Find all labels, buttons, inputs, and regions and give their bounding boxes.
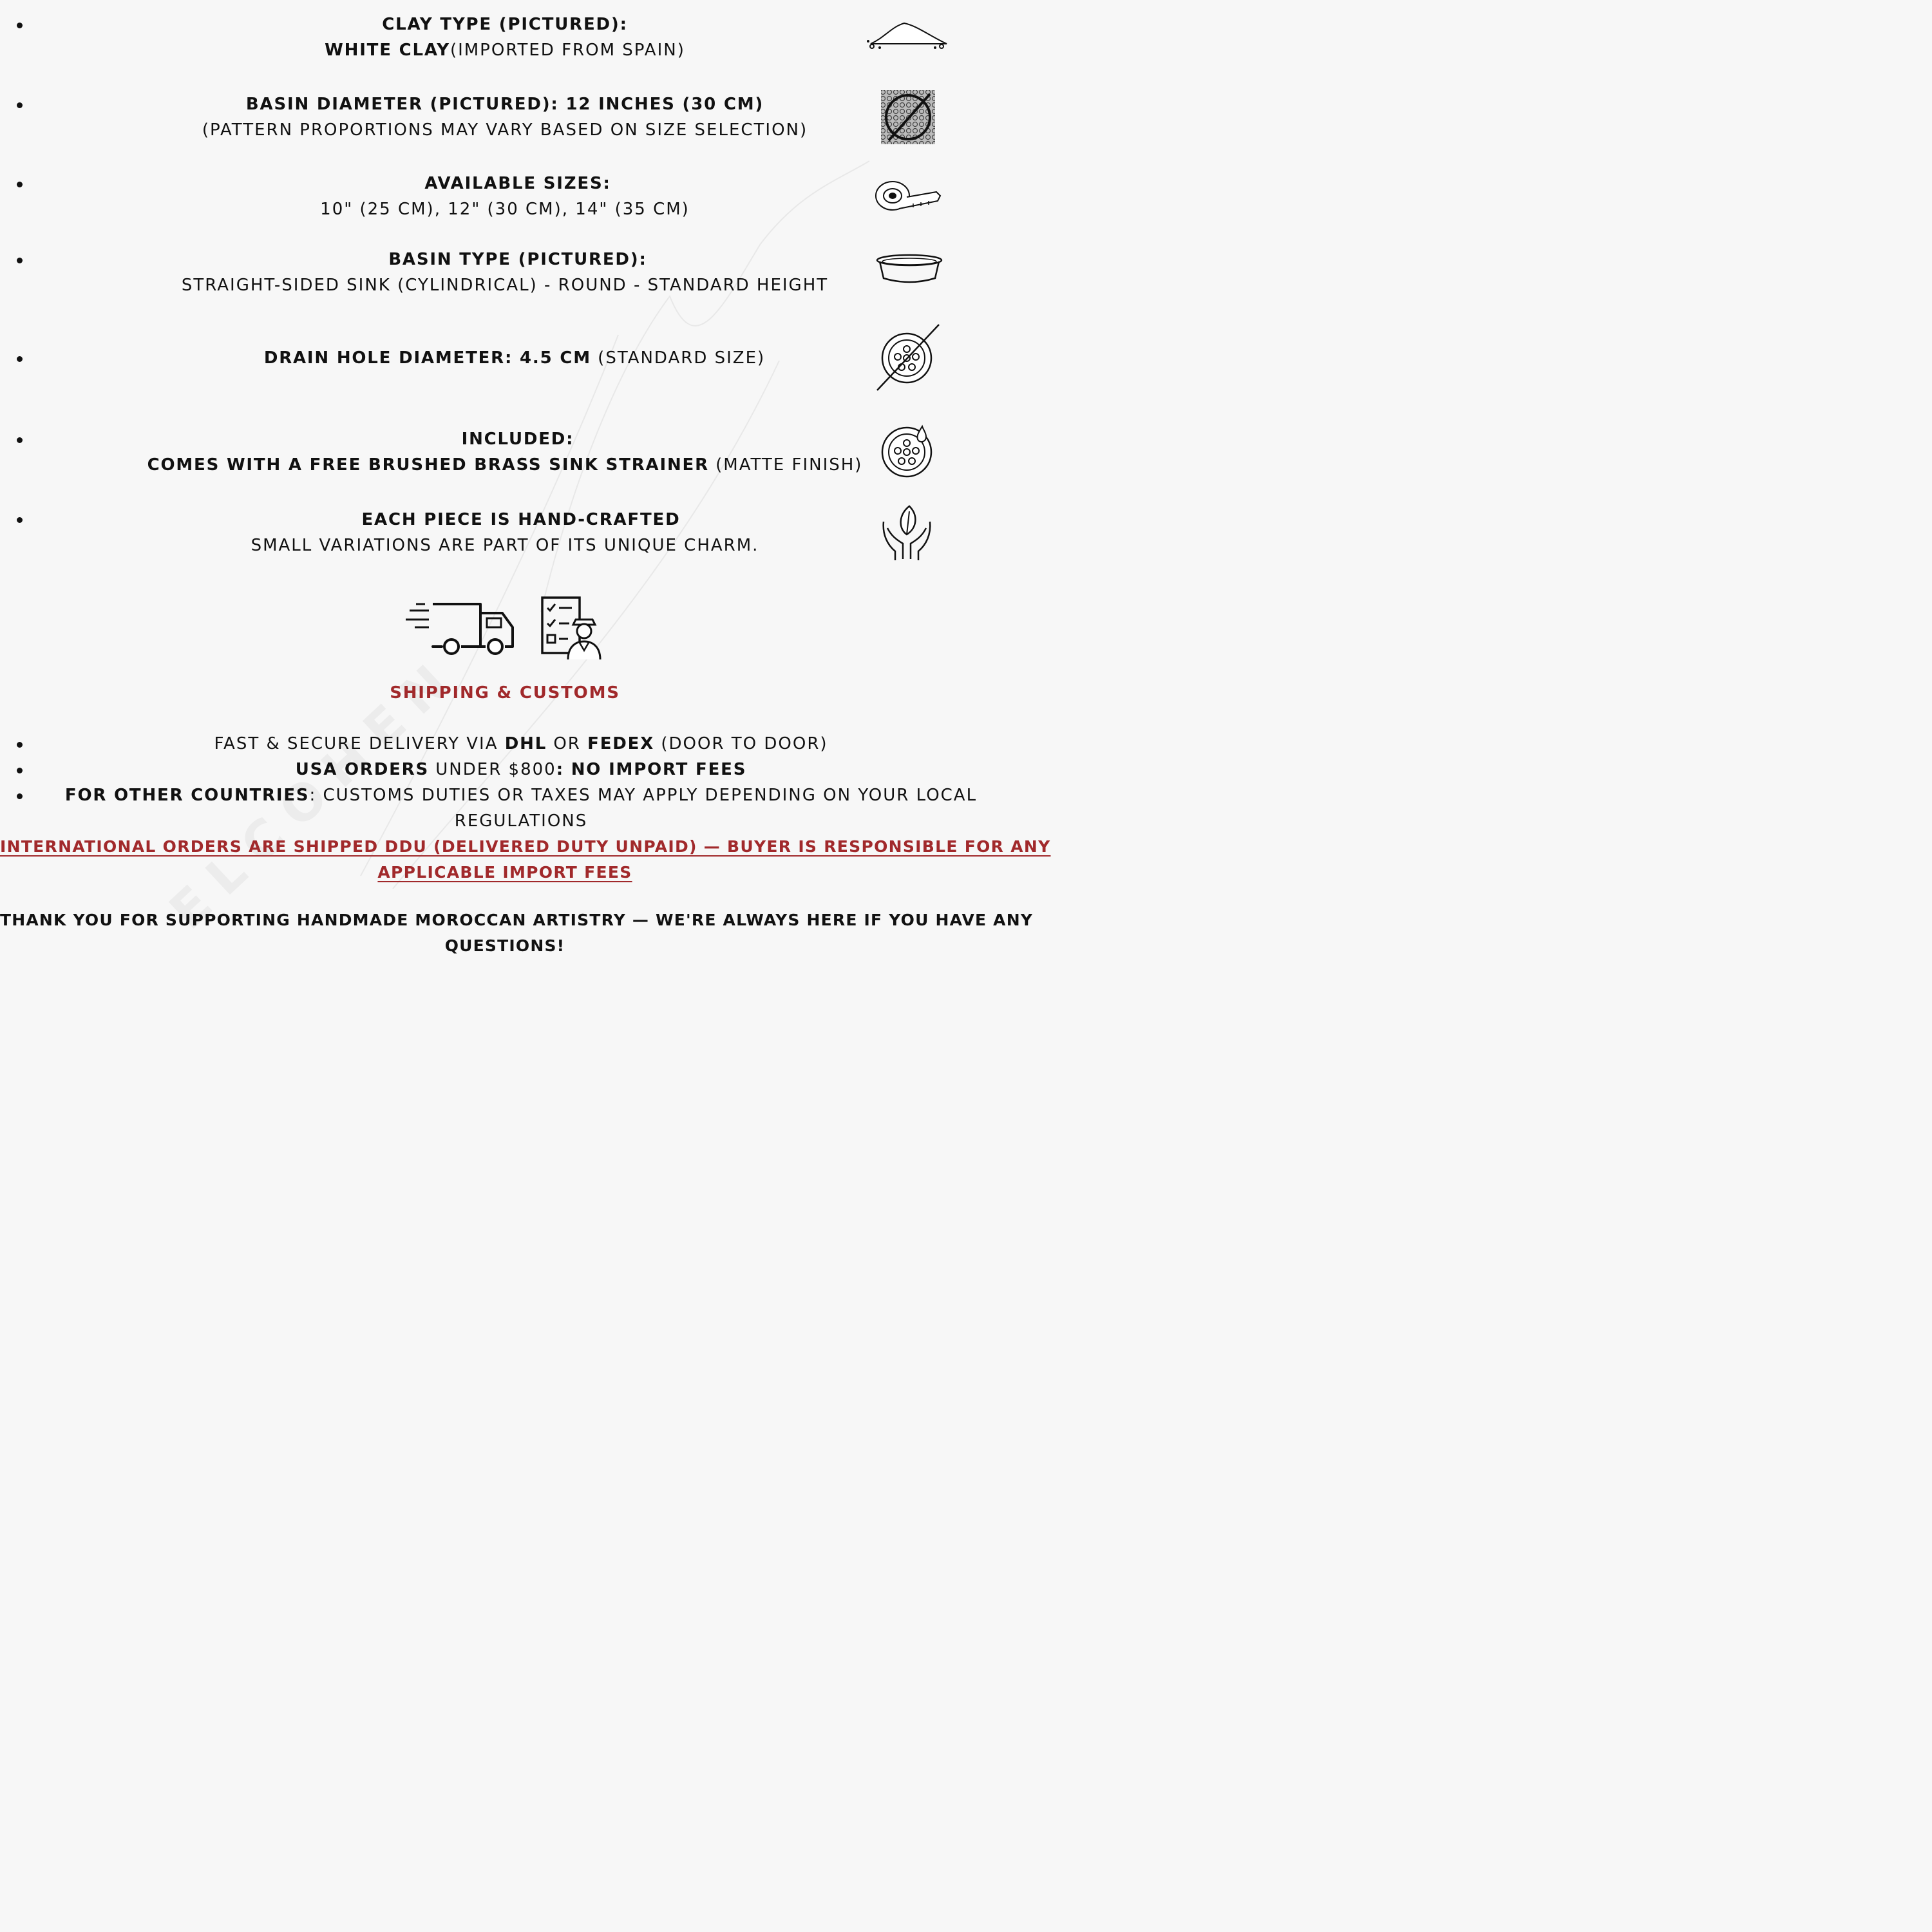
hands-leaf-icon (880, 502, 934, 563)
feature-value: COMES WITH A FREE BRUSHED BRASS SINK STRAINER (147, 455, 709, 475)
feature-note: 10" (25 CM), 12" (30 CM), 14" (35 CM) (320, 200, 690, 219)
shipping-item-usa (0, 757, 1010, 782)
feature-note: SMALL VARIATIONS ARE PART OF ITS UNIQUE CHARM. (251, 536, 759, 555)
feature-basin-type (0, 247, 1010, 298)
shipping-text: UNDER $800 (429, 760, 556, 779)
ddu-notice (0, 834, 1051, 886)
shipping-text: : NO IMPORT FEES (556, 760, 747, 779)
shipping-item-other-countries (0, 782, 1010, 834)
shipping-text: OR (547, 734, 588, 753)
feature-note: (PATTERN PROPORTIONS MAY VARY BASED ON SIZE SELECTION) (202, 120, 808, 140)
customs-officer-icon (540, 596, 604, 661)
drain-diameter-icon (876, 323, 940, 392)
shipping-text: : CUSTOMS DUTIES OR TAXES MAY APPLY DEPENDING ON YOUR LOCAL (309, 786, 978, 805)
shipping-text: USA ORDERS (295, 760, 429, 779)
shipping-text: REGULATIONS (454, 811, 588, 831)
carrier-dhl: DHL (504, 734, 547, 753)
feature-note: (MATTE FINISH) (708, 455, 863, 475)
shipping-text: FAST & SECURE DELIVERY VIA (214, 734, 505, 753)
feature-note: (STANDARD SIZE) (591, 348, 766, 368)
feature-value: WHITE CLAY (325, 41, 450, 60)
thank-you-line: THANK YOU FOR SUPPORTING HANDMADE MOROCCAN ARTISTRY — WE'RE ALWAYS HERE IF YOU HAVE ANY (0, 911, 1034, 929)
feature-title: BASIN TYPE (PICTURED): (388, 250, 647, 269)
carrier-fedex: FEDEX (587, 734, 655, 753)
feature-clay-type (0, 12, 1010, 63)
ddu-notice-line: INTERNATIONAL ORDERS ARE SHIPPED DDU (DELIVERED DUTY UNPAID) — BUYER IS RESPONSIBLE FOR ANY (0, 837, 1051, 856)
feature-title: BASIN DIAMETER (PICTURED): 12 INCHES (30 CM) (245, 95, 764, 114)
measuring-tape-icon (873, 178, 944, 216)
feature-title: INCLUDED: (461, 430, 574, 449)
ddu-notice-line: APPLICABLE IMPORT FEES (377, 863, 632, 882)
thank-you-line: QUESTIONS! (444, 936, 565, 955)
feature-note: (IMPORTED FROM SPAIN) (450, 41, 685, 60)
shipping-text: (DOOR TO DOOR) (654, 734, 828, 753)
feature-hand-crafted (0, 507, 1010, 558)
clay-pile-icon (866, 18, 951, 54)
shipping-heading: SHIPPING & CUSTOMS (390, 683, 620, 703)
feature-drain-hole (0, 345, 1010, 371)
feature-basin-diameter (0, 91, 1010, 143)
shipping-text: FOR OTHER COUNTRIES (64, 786, 310, 805)
delivery-truck-icon (406, 598, 516, 657)
product-info-page (0, 0, 1051, 1010)
feature-note: STRAIGHT-SIDED SINK (CYLINDRICAL) - ROUND - STANDARD HEIGHT (181, 276, 829, 295)
feature-included (0, 426, 1010, 478)
thank-you-message (0, 907, 1034, 959)
sink-strainer-icon (880, 424, 936, 479)
basin-icon (875, 252, 944, 286)
feature-available-sizes (0, 171, 1010, 222)
feature-title: CLAY TYPE (PICTURED): (382, 15, 628, 34)
feature-title: AVAILABLE SIZES: (424, 174, 611, 193)
feature-title: DRAIN HOLE DIAMETER: 4.5 CM (263, 348, 591, 368)
feature-title: EACH PIECE IS HAND-CRAFTED (361, 510, 681, 529)
pattern-diameter-icon (880, 89, 936, 146)
shipping-item-delivery (0, 731, 1010, 757)
shipping-section (0, 680, 1010, 706)
